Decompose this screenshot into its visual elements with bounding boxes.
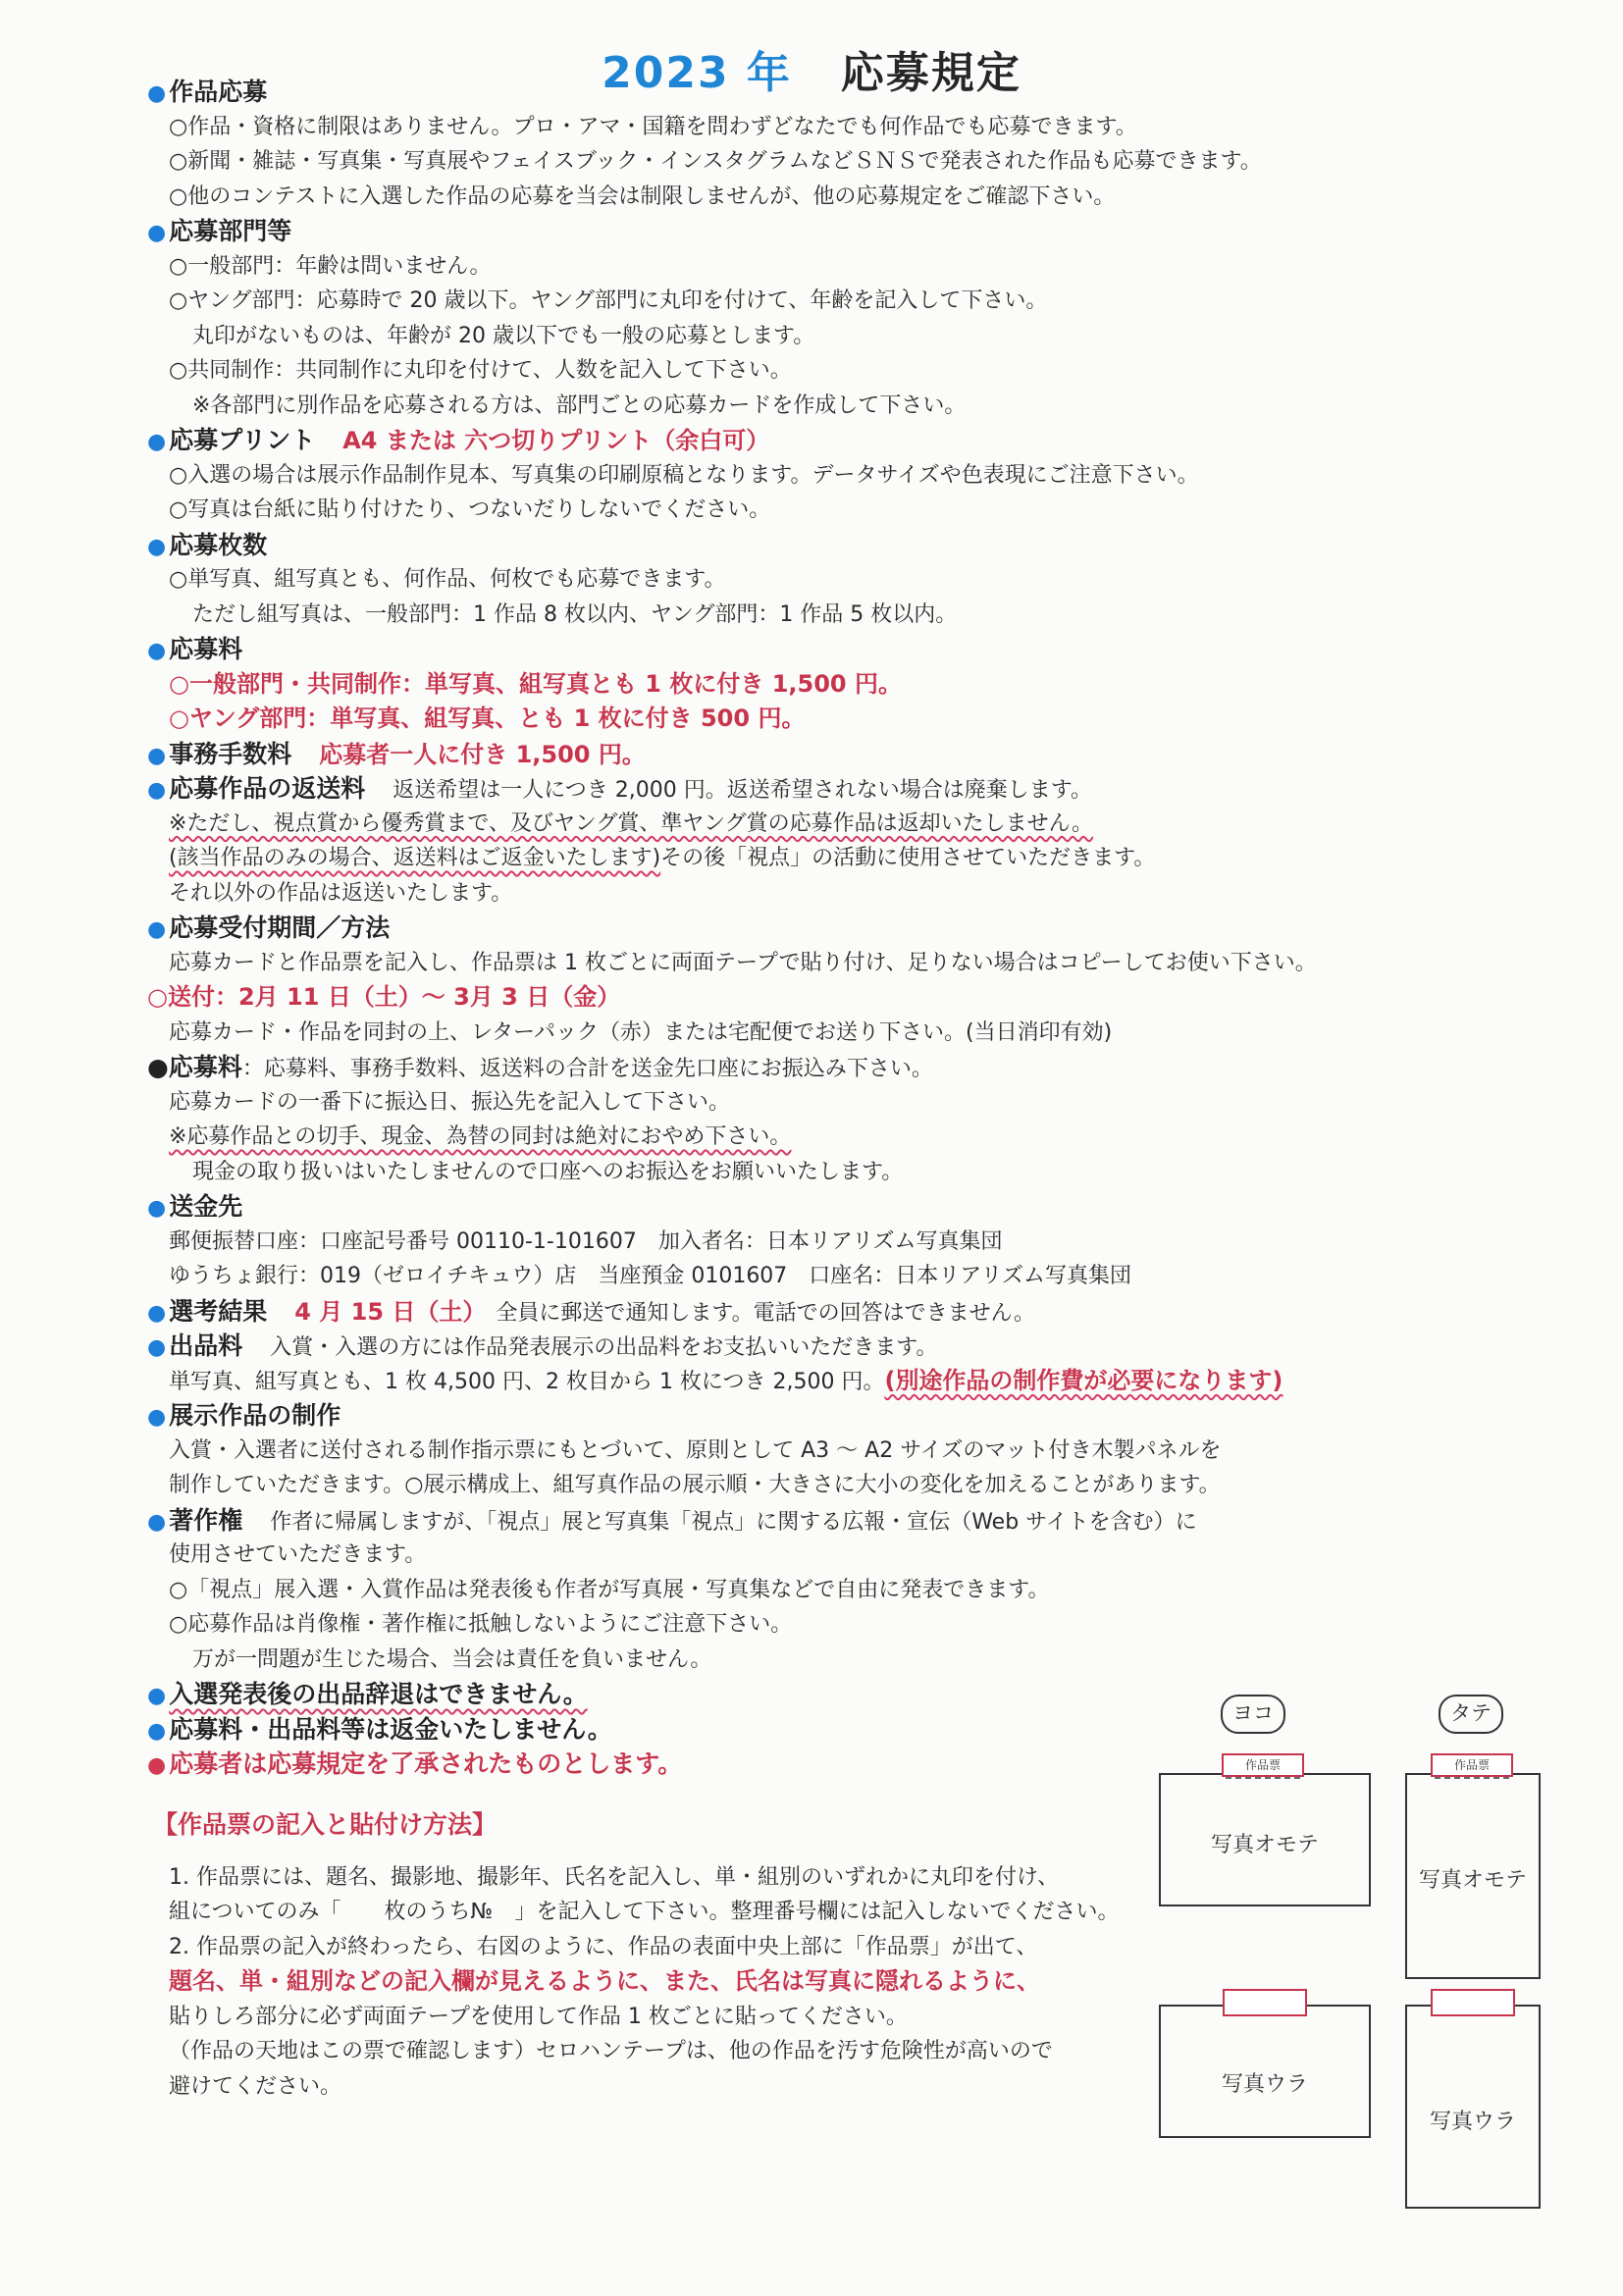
rule-line: 入賞・入選の方には作品発表展示の出品料をお支払いいただきます。 bbox=[270, 1335, 938, 1360]
rule-line: 現金の取り扱いはいたしませんので口座へのお振込をお願いいたします。 bbox=[192, 1159, 904, 1184]
how-to-line: 貼りしろ部分に必ず両面テープを使用して作品 1 枚ごとに貼ってください。 bbox=[169, 2004, 908, 2029]
section-head: 著作権 bbox=[169, 1505, 243, 1535]
notice-no-refund: 応募料・出品料等は返金いたしません。 bbox=[169, 1714, 612, 1744]
fee-young: ○ヤング部門：単写真、組写真、とも 1 枚に付き 500 円。 bbox=[169, 704, 806, 732]
rule-line: 制作していただきます。○展示構成上、組写真作品の展示順・大きさに大小の変化を加えることがあります。 bbox=[169, 1473, 1221, 1497]
section-head: 事務手数料 bbox=[169, 739, 292, 768]
how-to-line: （作品の天地はこの票で確認します）セロハンテープは、他の作品を汚す危険性が高いので bbox=[169, 2039, 1053, 2063]
how-to-line: 2. 作品票の記入が終わったら、右図のように、作品の表面中央上部に「作品票」が出て、 bbox=[169, 1934, 1038, 1959]
return-fee: 返送希望は一人につき 2,000 円。返送希望されない場合は廃棄します。 bbox=[393, 778, 1092, 803]
how-to-line: 組についてのみ「 枚のうち№ 」を記入して下さい。整理番号欄には記入しないでください。 bbox=[169, 1900, 1120, 1924]
return-note: ※ただし、視点賞から優秀賞まで、及びヤング賞、準ヤング賞の応募作品は返却いたしません。 bbox=[169, 810, 1093, 836]
how-to-line: 避けてください。 bbox=[169, 2073, 342, 2099]
how-to-emphasis: 題名、単・組別などの記入欄が見えるように、また、氏名は写真に隠れるように、 bbox=[169, 1967, 1040, 1995]
section-head: 選考結果 bbox=[169, 1296, 268, 1326]
rule-line: 全員に郵送で通知します。電話での回答はできません。 bbox=[496, 1300, 1035, 1326]
production-cost-note: (別途作品の制作費が必要になります) bbox=[884, 1366, 1283, 1394]
title-rules: 応募規定 bbox=[840, 48, 1021, 98]
rule-line: ○他のコンテストに入選した作品の応募を当会は制限しませんが、他の応募規定をご確認下さい。 bbox=[169, 183, 1116, 209]
notice-acceptance: 応募者は応募規定を了承されたものとします。 bbox=[169, 1749, 683, 1778]
rule-line: ○新聞・雑誌・写真集・写真展やフェイスブック・インスタグラムなどＳＮＳで発表された作品も応募できます。 bbox=[169, 149, 1262, 174]
title-year: 2023 年 bbox=[602, 48, 792, 98]
notice-no-withdraw: 入選発表後の出品辞退はできません。 bbox=[169, 1680, 588, 1708]
section-head: 応募作品の返送料 bbox=[169, 774, 366, 803]
rule-line: ○応募作品は肖像権・著作権に抵触しないようにご注意下さい。 bbox=[169, 1612, 793, 1637]
how-to-title: 【作品票の記入と貼付け方法】 bbox=[153, 1809, 497, 1839]
rule-line: ○共同制作：共同制作に丸印を付けて、人数を記入して下さい。 bbox=[169, 358, 792, 383]
landscape-tag: 作品票 bbox=[1222, 1753, 1304, 1777]
rule-line: 万が一問題が生じた場合、当会は責任を負いません。 bbox=[192, 1646, 712, 1672]
rule-line: その後「視点」の活動に使用させていただきます。 bbox=[660, 846, 1156, 870]
section-head: 応募枚数 bbox=[169, 530, 268, 559]
section-head: 応募部門等 bbox=[169, 217, 292, 245]
rule-line: 応募カードの一番下に振込日、振込先を記入して下さい。 bbox=[169, 1089, 731, 1115]
how-to-line: 1. 作品票には、題名、撮影地、撮影年、氏名を記入し、単・組別のいずれかに丸印を付け、 bbox=[169, 1864, 1060, 1890]
section-head: 出品料 bbox=[169, 1331, 243, 1360]
rule-line: ○一般部門：年齢は問いません。 bbox=[169, 253, 492, 279]
rule-line: 応募カード・作品を同封の上、レターパック（赤）または宅配便でお送り下さい。(当日消印有効) bbox=[169, 1019, 1113, 1045]
landscape-back-label: 写真ウラ bbox=[1221, 2072, 1308, 2097]
section-head: 応募プリント bbox=[169, 426, 316, 454]
postal-account: 郵便振替口座：口座記号番号 00110-1-101607 加入者名：日本リアリズム写真集団 bbox=[169, 1228, 1003, 1254]
section-head: 応募料 bbox=[169, 635, 243, 663]
rule-line: ○入選の場合は展示作品制作見本、写真集の印刷原稿となります。データサイズや色表現にご注意下さい。 bbox=[169, 462, 1199, 488]
return-refund: (該当作品のみの場合、返送料はご返金いたします) bbox=[169, 846, 661, 870]
section-head: 作品応募 bbox=[169, 78, 268, 106]
print-size: A4 または 六つ切りプリント（余白可） bbox=[342, 427, 770, 454]
rule-line: 応募カードと作品票を記入し、作品票は 1 枚ごとに両面テープで貼り付け、足りない場合はコピーしてお使い下さい。 bbox=[169, 950, 1317, 975]
rule-line: ○単写真、組写真とも、何作品、何枚でも応募できます。 bbox=[169, 567, 726, 592]
portrait-front-label: 写真オモテ bbox=[1418, 1868, 1527, 1893]
landscape-label: ヨコ bbox=[1221, 1695, 1285, 1734]
rule-line: 作者に帰属しますが、「視点」展と写真集「視点」に関する広報・宣伝（Web サイトを含む）に bbox=[270, 1509, 1197, 1535]
rule-line: ○作品・資格に制限はありません。プロ・アマ・国籍を問わずどなたでも何作品でも応募できます。 bbox=[169, 114, 1137, 139]
rule-line: 入賞・入選者に送付される制作指示票にもとづいて、原則として A3 ～ A2 サイズのマット付き木製パネルを bbox=[169, 1437, 1222, 1463]
send-period: ○送付：2月 11 日（土）～ 3月 3 日（金） bbox=[147, 983, 621, 1011]
section-head: 展示作品の制作 bbox=[169, 1401, 341, 1430]
portrait-tag: 作品票 bbox=[1431, 1753, 1513, 1777]
rule-line: ※各部門に別作品を応募される方は、部門ごとの応募カードを作成して下さい。 bbox=[192, 392, 967, 418]
enclosure-warning: ※応募作品との切手、現金、為替の同封は絶対におやめ下さい。 bbox=[169, 1124, 792, 1149]
rule-line: ○写真は台紙に貼り付けたり、つないだりしないでください。 bbox=[169, 497, 771, 522]
rules-body: ● 作品応募 ○作品・資格に制限はありません。プロ・アマ・国籍を問わずどなたでも何作品でも応募できます。 ○新聞・雑誌・写真集・写真展やフェイスブック・インスタグラムなどＳＮＳで発表された作品も応募できます。 ○他のコンテストに入選した作品の応募を当会は制限しませんが、他の応募規定をご確認下さい。 ● 応募部門等 ○一般部門：年齢は問いません。 ○ヤング部門：応募時で 20 歳以下。ヤング部門に丸印を付けて、年齢を記入して下さい。 丸印がないものは、年齢が 20 歳以下でも一般の応募とします。 ○共同制作：共同制作に丸印を付けて、人数を記入して下さい。 ※各部門に別作品を応募される方は、部門ごとの応募カードを作成して下さい。 ● 応募プリント A4 または 六つ切りプリント（余白可） ○入選の場合は展示作品制作見本、写真集の印刷原稿となります。データサイズや色表現にご注意下さい。 ○写真は台紙に貼り付けたり、つないだりしないでください。 ● 応募枚数 ○単写真、組写真とも、何作品、何枚でも応募できます。 ただし組写真は、一般部門：1 作品 8 枚以内、ヤング部門：1 作品 5 枚以内。 ● 応募料 ○一般部門・共同制作：単写真、組写真とも 1 枚に付き 1,500 円。 ○ヤング部門：単写真、組写真、とも 1 枚に付き 500 円。 ● 事務手数料 応募者一人に付き 1,500 円。 ● 応募作品の返送料 返送希望は一人につき 2,000 円。返送希望されない場合は廃棄します。 ※ただし、視点賞から優秀賞まで、及びヤング賞、準ヤング賞の応募作品は返却いたしません。 (該当作品のみの場合、返送料はご返金いたします)その後「視点」の活動に使用させていただきます。 それ以外の作品は返送いたします。 ● 応募受付期間／方法 応募カードと作品票を記入し、作品票は 1 枚ごとに両面テープで貼り付け、足りない場合はコピーしてお使い下さい。 ○送付：2月 11 日（土）～ 3月 3 日（金） 応募カード・作品を同封の上、レターパック（赤）または宅配便でお送り下さい。(当日消印有効) ●応募料：応募料、事務手数料、返送料の合計を送金先口座にお振込み下さい。 応募カードの一番下に振込日、振込先を記入して下さい。 ※応募作品との切手、現金、為替の同封は絶対におやめ下さい。 現金の取り扱いはいたしませんので口座へのお振込をお願いいたします。 ● 送金先 郵便振替口座：口座記号番号 00110-1-101607 加入者名：日本リアリズム写真集団 ゆうちょ銀行：019（ゼロイチキュウ）店 当座預金 0101607 口座名：日本リアリズム写真集団 ● 選考結果 4 月 15 日（土） 全員に郵送で通知します。電話での回答はできません。 ● 出品料 入賞・入選の方には作品発表展示の出品料をお支払いいただきます。 単写真、組写真とも、1 枚 4,500 円、2 枚目から 1 枚につき 2,500 円。(別途作品の制作費が必要になります) ● 展示作品の制作 入賞・入選者に送付される制作指示票にもとづいて、原則として A3 ～ A2 サイズのマット付き木製パネルを 制作していただきます。○展示構成上、組写真作品の展示順・大きさに大小の変化を加えることがあります。 ● 著作権 作者に帰属しますが、「視点」展と写真集「視点」に関する広報・宣伝（Web サイトを含む）に 使用させていただきます。 ○「視点」展入選・入賞作品は発表後も作者が写真展・写真集などで自由に発表できます。 ○応募作品は肖像権・著作権に抵触しないようにご注意下さい。 万が一問題が生じた場合、当会は責任を負いません。 ● 入選発表後の出品辞退はできません。 ● 応募料・出品料等は返金いたしません。 ● 応募者は応募規定を了承されたものとします。 【作品票の記入と貼付け方法】 1. 作品票には、題名、撮影地、撮影年、氏名を記入し、単・組別のいずれかに丸印を付け、 組についてのみ「 枚のうち№ 」を記入して下さい。整理番号欄には記入しないでください。 2. 作品票の記入が終わったら、右図のように、作品の表面中央上部に「作品票」が出て、 題名、単・組別などの記入欄が見えるように、また、氏名は写真に隠れるように、 貼りしろ部分に必ず両面テープを使用して作品 1 枚ごとに貼ってください。 （作品の天地はこの票で確認します）セロハンテープは、他の作品を汚す危険性が高いので 避けてください。 bbox=[147, 75, 1482, 2104]
handling-fee: 応募者一人に付き 1,500 円。 bbox=[319, 740, 646, 768]
exhibit-fee-amount: 単写真、組写真とも、1 枚 4,500 円、2 枚目から 1 枚につき 2,500 円。 bbox=[169, 1369, 885, 1394]
bank-account: ゆうちょ銀行：019（ゼロイチキュウ）店 当座預金 0101607 口座名：日本リアリズム写真集団 bbox=[169, 1264, 1131, 1288]
rule-line: それ以外の作品は返送いたします。 bbox=[169, 880, 513, 906]
rule-line: 丸印がないものは、年齢が 20 歳以下でも一般の応募とします。 bbox=[192, 323, 815, 348]
section-head: 送金先 bbox=[169, 1192, 243, 1221]
rule-line: ○ヤング部門：応募時で 20 歳以下。ヤング部門に丸印を付けて、年齢を記入して下さい。 bbox=[169, 288, 1048, 313]
fee-general: ○一般部門・共同制作：単写真、組写真とも 1 枚に付き 1,500 円。 bbox=[169, 669, 902, 698]
portrait-back-label: 写真ウラ bbox=[1429, 2110, 1516, 2134]
rule-line: ただし組写真は、一般部門：1 作品 8 枚以内、ヤング部門：1 作品 5 枚以内。 bbox=[192, 601, 958, 627]
landscape-front-label: 写真オモテ bbox=[1210, 1833, 1319, 1857]
rule-line: ○「視点」展入選・入賞作品は発表後も作者が写真展・写真集などで自由に発表できます。 bbox=[169, 1577, 1050, 1602]
result-date: 4 月 15 日（土） bbox=[294, 1297, 487, 1326]
portrait-label: タテ bbox=[1439, 1695, 1503, 1734]
fee-head: ●応募料 bbox=[147, 1053, 242, 1081]
section-head: 応募受付期間／方法 bbox=[169, 913, 391, 942]
rule-line: ：応募料、事務手数料、返送料の合計を送金先口座にお振込み下さい。 bbox=[241, 1057, 933, 1081]
rule-line: 使用させていただきます。 bbox=[169, 1542, 427, 1567]
